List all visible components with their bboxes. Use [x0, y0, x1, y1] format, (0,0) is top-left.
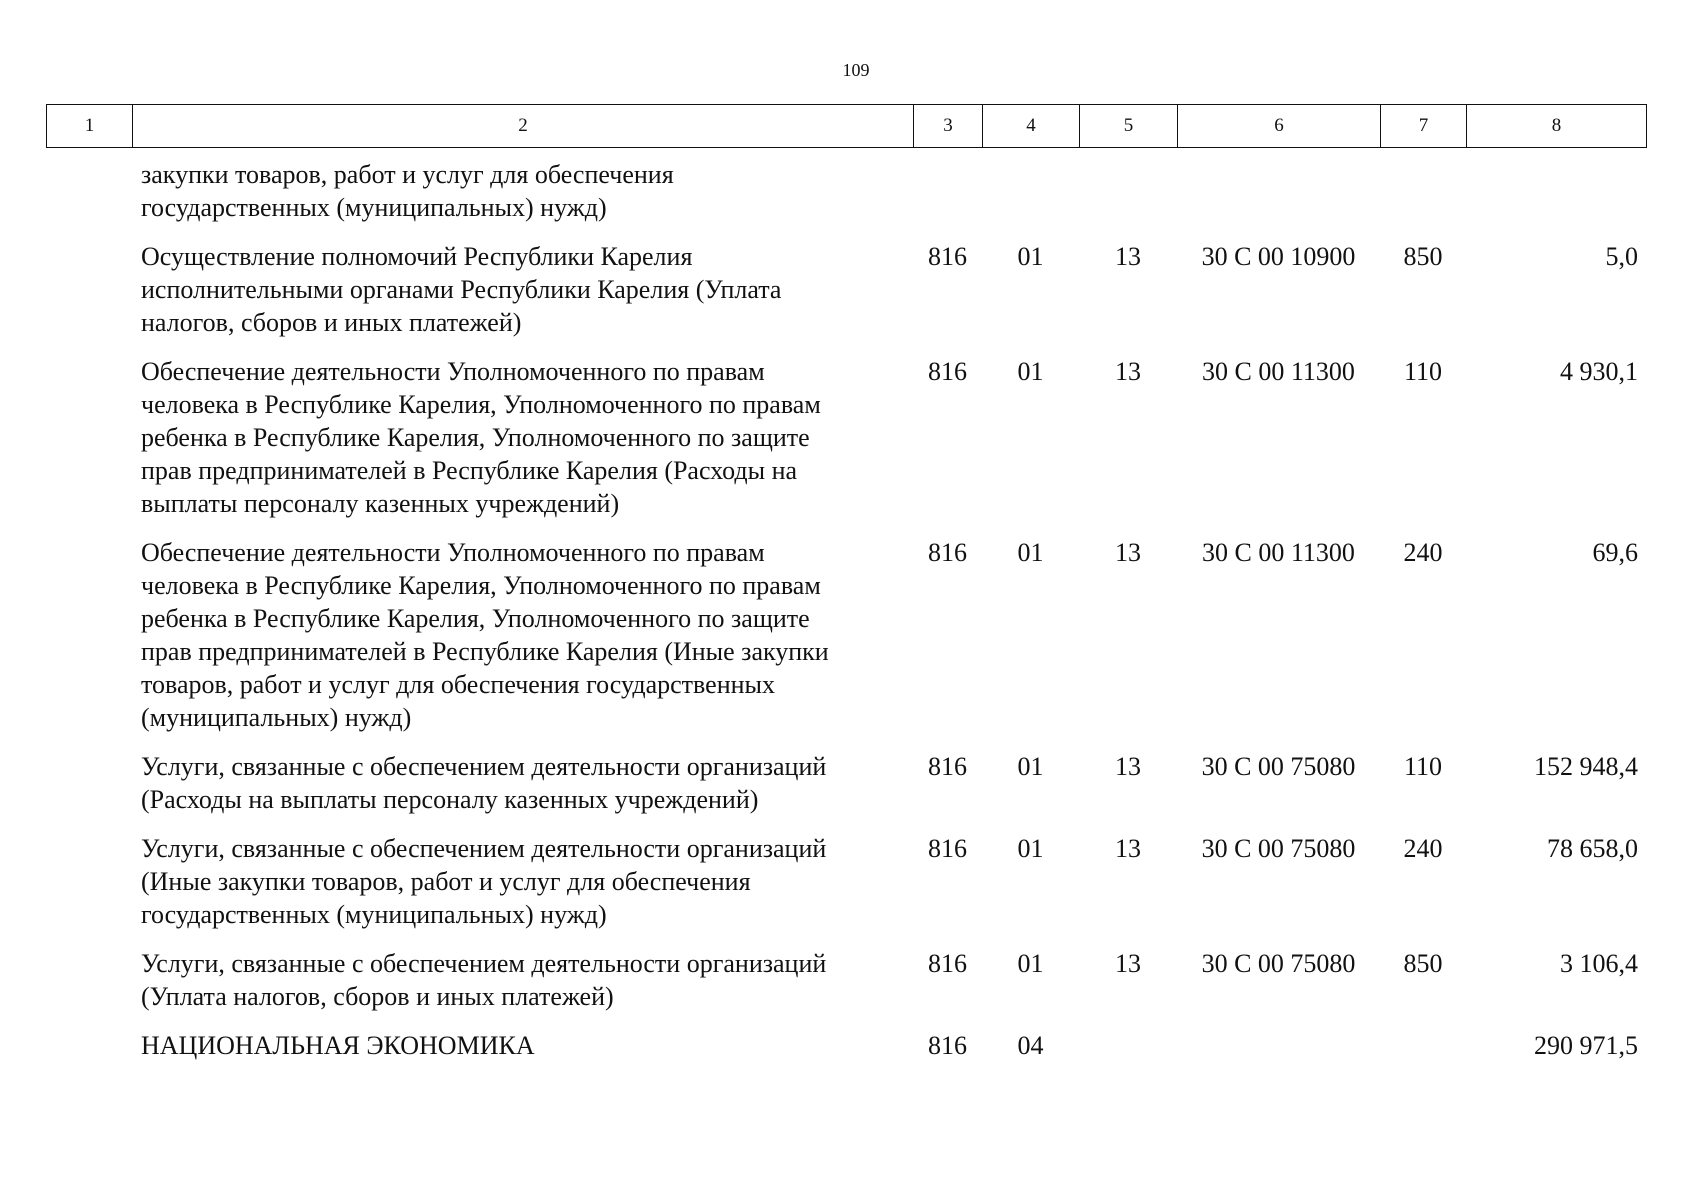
target-article-code: 30 С 00 11300: [1202, 538, 1355, 567]
table-row: [46, 355, 1646, 520]
section-code: 01: [1017, 242, 1044, 271]
grbs-code: 816: [928, 357, 967, 386]
target-article-code: 30 С 00 75080: [1201, 949, 1356, 978]
amount: 3 106,4: [1560, 949, 1638, 978]
grbs-code: 816: [928, 242, 967, 271]
target-article-code: 30 С 00 75080: [1201, 834, 1356, 863]
section-title: НАЦИОНАЛЬНАЯ ЭКОНОМИКА: [141, 1031, 535, 1060]
expense-name: закупки товаров, работ и услуг для обеспечения государственных (муниципальных) нужд): [141, 160, 674, 222]
expense-name: Услуги, связанные с обеспечением деятельности организаций (Расходы на выплаты персоналу казенных учреждений): [141, 752, 827, 814]
expense-type-code: 240: [1403, 538, 1443, 567]
column-number-header: [46, 104, 1647, 148]
column-number-2: 2: [133, 105, 914, 148]
column-number-7: 7: [1381, 105, 1467, 148]
subsection-code: 13: [1115, 242, 1141, 271]
grbs-code: 816: [928, 1031, 967, 1060]
subsection-code: 13: [1115, 834, 1141, 863]
column-number-8: 8: [1467, 105, 1647, 148]
target-article-code: 30 С 00 11300: [1202, 357, 1355, 386]
amount: 69,6: [1592, 538, 1638, 567]
expense-type-code: 110: [1403, 357, 1443, 386]
table-row-section-total: [46, 1029, 1646, 1062]
subsection-code: 13: [1115, 538, 1141, 567]
expense-name: Обеспечение деятельности Уполномоченного по правам человека в Республике Карелия, Уполномоченного по правам ребенка в Республике Карелия, Уполномоченного по защите прав предпринимателей в Республике Карелия (Расходы на выплаты персоналу казенных учреждений): [141, 357, 821, 518]
section-code: 01: [1017, 752, 1044, 781]
page-number: 109: [842, 60, 870, 80]
section-code: 01: [1017, 834, 1044, 863]
grbs-code: 816: [928, 834, 967, 863]
amount: 152 948,4: [1534, 752, 1638, 781]
subsection-code: 13: [1115, 752, 1141, 781]
table-row: [46, 536, 1646, 734]
expense-type-code: 850: [1403, 949, 1443, 978]
table-row: [46, 750, 1646, 816]
table-row: [46, 158, 1646, 224]
target-article-code: 30 С 00 75080: [1201, 752, 1356, 781]
grbs-code: 816: [928, 949, 967, 978]
table-row: [46, 947, 1646, 1013]
table-row: [46, 240, 1646, 339]
table-row: [46, 832, 1646, 931]
column-number-6: 6: [1178, 105, 1381, 148]
section-code: 01: [1017, 538, 1044, 567]
amount: 4 930,1: [1560, 357, 1638, 386]
expense-name: Обеспечение деятельности Уполномоченного по правам человека в Республике Карелия, Уполномоченного по правам ребенка в Республике Карелия, Уполномоченного по защите прав предпринимателей в Республике Карелия (Иные закупки товаров, работ и услуг для обеспечения государственных (муниципальных) нужд): [141, 538, 829, 732]
target-article-code: 30 С 00 10900: [1201, 242, 1356, 271]
grbs-code: 816: [928, 752, 967, 781]
expense-name: Осуществление полномочий Республики Карелия исполнительными органами Республики Карелия (Уплата налогов, сборов и иных платежей): [141, 242, 782, 337]
expense-name: Услуги, связанные с обеспечением деятельности организаций (Уплата налогов, сборов и иных платежей): [141, 949, 827, 1011]
budget-table-body: [46, 158, 1646, 1078]
amount: 5,0: [1605, 242, 1638, 271]
expense-name: Услуги, связанные с обеспечением деятельности организаций (Иные закупки товаров, работ и услуг для обеспечения государственных (муниципальных) нужд): [141, 834, 827, 929]
amount: 78 658,0: [1547, 834, 1638, 863]
section-code: 01: [1017, 357, 1044, 386]
grbs-code: 816: [928, 538, 967, 567]
section-code: 01: [1017, 949, 1044, 978]
expense-type-code: 110: [1403, 752, 1443, 781]
subsection-code: 13: [1115, 357, 1141, 386]
column-number-3: 3: [914, 105, 983, 148]
expense-type-code: 240: [1403, 834, 1443, 863]
amount: 290 971,5: [1534, 1031, 1638, 1060]
section-code: 04: [1017, 1031, 1044, 1060]
column-number-5: 5: [1080, 105, 1178, 148]
column-number-1: 1: [47, 105, 133, 148]
subsection-code: 13: [1115, 949, 1141, 978]
column-number-4: 4: [983, 105, 1080, 148]
expense-type-code: 850: [1403, 242, 1443, 271]
